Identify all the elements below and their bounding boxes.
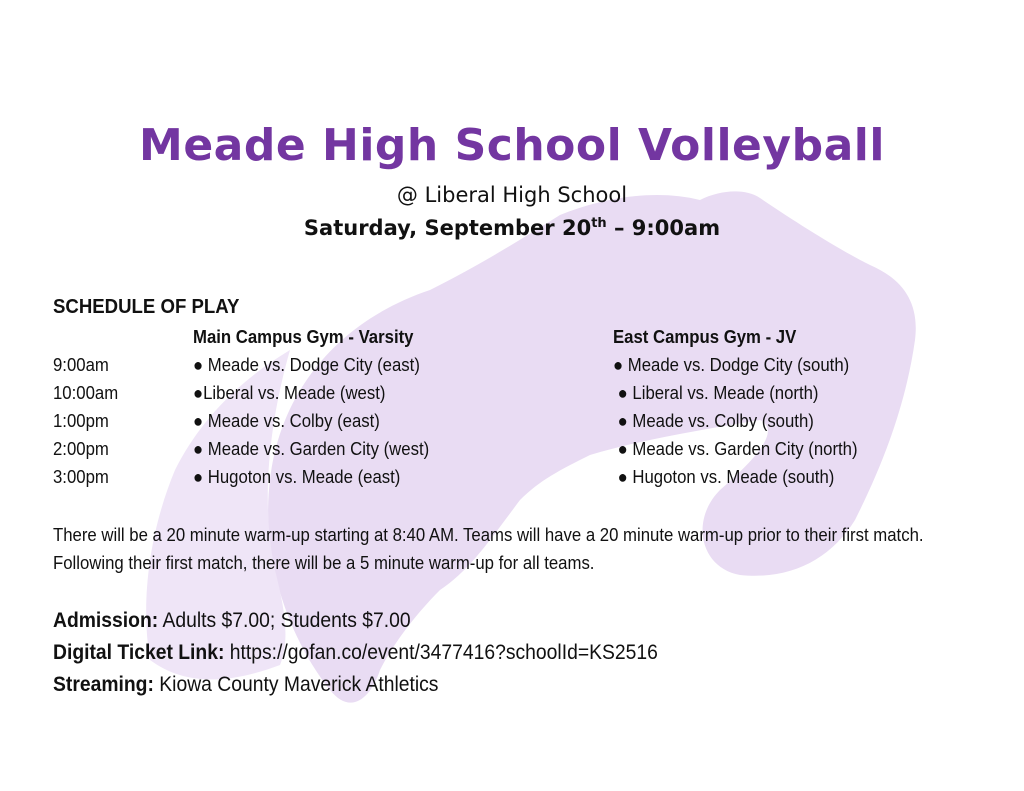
event-date bbox=[0, 216, 1024, 240]
jv-match: ● Meade vs. Colby (south) bbox=[613, 411, 814, 431]
streaming-line bbox=[53, 673, 438, 697]
jv-match: ● Hugoton vs. Meade (south) bbox=[613, 467, 835, 487]
streaming-label: Streaming: bbox=[53, 673, 154, 696]
gym-a-heading: Main Campus Gym - Varsity bbox=[193, 327, 414, 347]
admission-line bbox=[53, 609, 411, 633]
match-time: 1:00pm bbox=[53, 411, 109, 431]
admission-label: Admission: bbox=[53, 609, 159, 632]
warmup-note: There will be a 20 minute warm-up starting at 8:40 AM. Teams will have a 20 minute warm-up prior to their first match. Following their first match, there will be a 5 minute warm-up for all teams. bbox=[53, 525, 924, 573]
schedule-row bbox=[0, 439, 1024, 463]
jv-match: ● Meade vs. Garden City (north) bbox=[613, 439, 858, 459]
date-time: – 9:00am bbox=[606, 216, 721, 240]
match-time: 2:00pm bbox=[53, 439, 109, 459]
admission-value: Adults $7.00; Students $7.00 bbox=[158, 609, 411, 632]
varsity-match: ● Meade vs. Garden City (west) bbox=[193, 439, 430, 459]
date-suffix: th bbox=[591, 216, 607, 231]
schedule-row bbox=[0, 383, 1024, 407]
gym-b-heading: East Campus Gym - JV bbox=[613, 327, 797, 347]
match-time: 3:00pm bbox=[53, 467, 109, 487]
schedule-row bbox=[0, 411, 1024, 435]
match-time: 10:00am bbox=[53, 383, 119, 403]
varsity-match: ● Meade vs. Colby (east) bbox=[193, 411, 380, 431]
location-subtitle: @ Liberal High School bbox=[396, 183, 628, 207]
varsity-match: ● Meade vs. Dodge City (east) bbox=[193, 355, 420, 375]
ticket-link[interactable]: https://gofan.co/event/3477416?schoolId=KS2516 bbox=[224, 641, 658, 664]
ticket-line bbox=[53, 641, 658, 665]
date-prefix: Saturday, September 20 bbox=[303, 216, 592, 240]
varsity-match: ●Liberal vs. Meade (west) bbox=[193, 383, 386, 403]
jv-match: ● Liberal vs. Meade (north) bbox=[613, 383, 819, 403]
schedule-heading: SCHEDULE OF PLAY bbox=[53, 296, 240, 318]
match-time: 9:00am bbox=[53, 355, 109, 375]
schedule-row bbox=[0, 467, 1024, 491]
streaming-value: Kiowa County Maverick Athletics bbox=[153, 673, 439, 696]
varsity-match: ● Hugoton vs. Meade (east) bbox=[193, 467, 401, 487]
schedule-row bbox=[0, 355, 1024, 379]
page-title: Meade High School Volleyball bbox=[139, 120, 885, 171]
ticket-label: Digital Ticket Link: bbox=[53, 641, 225, 664]
jv-match: ● Meade vs. Dodge City (south) bbox=[613, 355, 850, 375]
